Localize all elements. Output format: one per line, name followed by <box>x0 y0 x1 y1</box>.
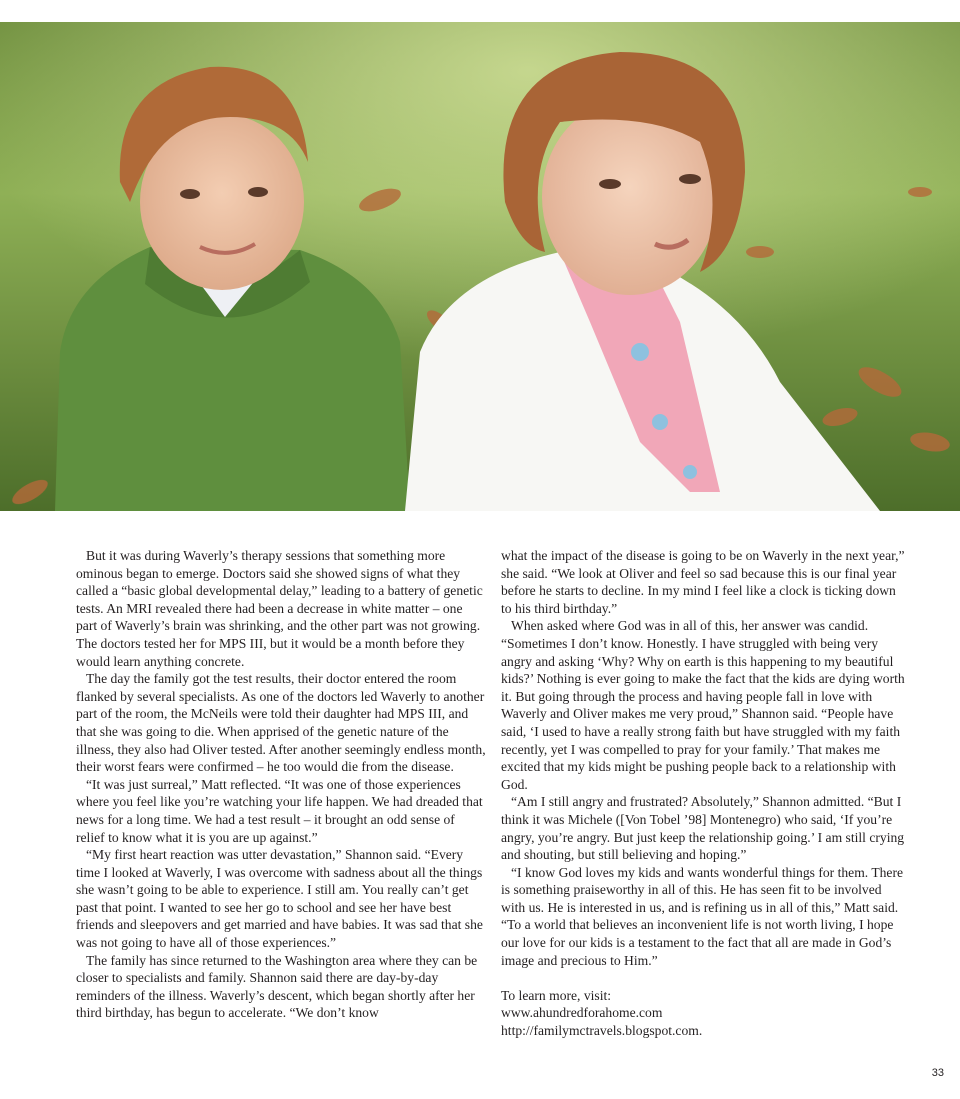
paragraph: “I know God loves my kids and wants wonderful things for them. There is something praiseworthy in all of this. He has seen fit to be involved with us. He is interested in us, and is refining us in all of this,” Matt said. “To a world that believes an inconvenient life is not worth living, I hope our love for our kids is a testament to the fact that all are made in God’s image and precious to Him.” <box>501 864 904 968</box>
website-link[interactable]: www.ahundredforahome.com <box>501 1005 663 1021</box>
paragraph: When asked where God was in all of this, her answer was candid. “Sometimes I don’t know. Honestly. I have struggled with being very angry and asking ‘Why? Why on earth is this happening to my beautiful kids?’ Nothing is ever going to make the fact that the kids are dying worth it. But going through the process and having people fall in love with Waverly and Oliver makes me very proud,” Shannon said. “People have said, ‘I used to have a really strong faith but have struggled with my faith recently, yet I was compelled to pray for your family.’ That makes me excited that my kids might be pushing people back to a relationship with God. <box>501 618 905 792</box>
children-photo <box>0 22 960 511</box>
paragraph: “Am I still angry and frustrated? Absolutely,” Shannon admitted. “But I think it was Michele ([Von Tobel ’98] Montenegro) who said, ‘If you’re angry, you’re angry. But just keep the relationship going.’ I am still crying and shouting, but still believing and hoping.” <box>501 794 905 863</box>
paragraph: “It was just surreal,” Matt reflected. “It was one of those experiences where you feel like you’re watching your life happen. We had dreaded that news for a long time. We had a test result – it brought an odd sense of relief to know what it is you are up against.” <box>76 776 483 845</box>
photo-illustration <box>0 22 960 511</box>
article-left-column <box>76 547 486 1022</box>
blog-link[interactable]: http://familymctravels.blogspot.com. <box>501 1023 703 1039</box>
paragraph: what the impact of the disease is going to be on Waverly in the next year,” she said. “We look at Oliver and feel so sad because this is our final year before he starts to decline. In my mind I feel like a clock is ticking down to his third birthday.” <box>501 548 905 616</box>
learn-more-label: To learn more, visit: <box>501 987 612 1003</box>
paragraph: The day the family got the test results, their doctor entered the room flanked by several specialists. As one of the doctors led Waverly to another part of the room, the McNeils were told their daughter had MPS III, and that she was going to die. When apprised of the genetic nature of the illness, they also had Oliver tested. After another seemingly endless month, their worst fears were confirmed – he too would die from the disease. <box>76 671 486 775</box>
article-right-column <box>501 547 907 1040</box>
paragraph: But it was during Waverly’s therapy sessions that something more ominous began to emerge. Doctors said she showed signs of what they called a “basic global developmental delay,” leading to a battery of genetic tests. An MRI revealed there had been a decrease in white matter – one part of Waverly’s brain was shrinking, and the other part was not growing. The doctors tested her for MPS III, but it would be a month before they would learn anything concrete. <box>76 548 483 669</box>
paragraph: “My first heart reaction was utter devastation,” Shannon said. “Every time I looked at Waverly, I was overcome with sadness about all the things she wasn’t going to be able to experience. I still am. You really can’t get past that point. I wanted to see her go to school and see her have best friends and sleepovers and get married and have babies. It was sad that she was not going to have all of those experiences.” <box>76 847 483 951</box>
page-number: 33 <box>931 1067 944 1079</box>
paragraph: The family has since returned to the Washington area where they can be closer to specialists and family. Shannon said there are day-by-day reminders of the illness. Waverly’s descent, which began shortly after her third birthday, has begun to accelerate. “We don’t know <box>76 952 478 1021</box>
